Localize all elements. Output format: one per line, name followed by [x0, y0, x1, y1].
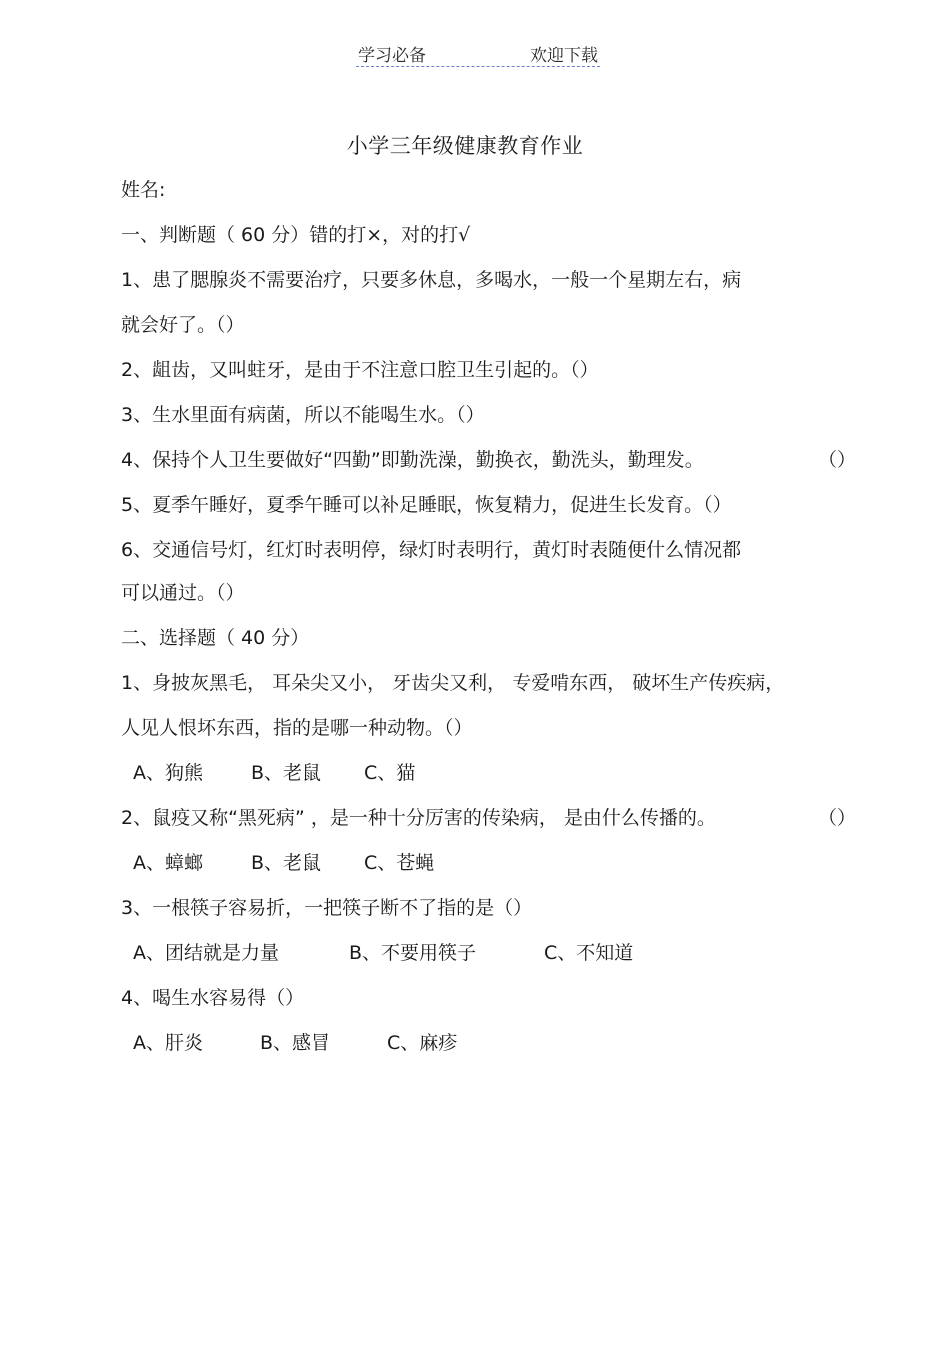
name-label: 姓名: — [121, 179, 166, 201]
s2-q3: 3、一根筷子容易折，一把筷子断不了指的是（） — [121, 897, 533, 919]
s1-q3: 3、生水里面有病菌，所以不能喝生水。（） — [121, 404, 485, 426]
s2-q4: 4、喝生水容易得（） — [121, 987, 305, 1009]
option-c: C、苍蝇 — [364, 852, 435, 874]
s2-q2: 2、鼠疫又称“黑死病” ，是一种十分厉害的传染病， 是由什么传播的。 — [121, 807, 716, 829]
s1-q1-line1: 1、患了腮腺炎不需要治疗，只要多休息，多喝水，一般一个星期左右，病 — [121, 269, 742, 291]
s1-q4: 4、保持个人卫生要做好“四勤”即勤洗澡，勤换衣，勤洗头，勤理发。 — [121, 449, 704, 471]
s2-q2-options — [133, 850, 434, 876]
s1-q6-line1: 6、交通信号灯，红灯时表明停，绿灯时表明行，黄灯时表随便什么情况都 — [121, 539, 742, 561]
section2-heading: 二、选择题（ 40 分） — [121, 627, 310, 649]
option-a: A、狗熊 — [133, 762, 203, 784]
s1-q6-line2: 可以通过。（） — [121, 582, 245, 604]
header-left-text: 学习必备 — [358, 46, 426, 66]
option-c: C、不知道 — [544, 942, 634, 964]
option-a: A、蟑螂 — [133, 852, 203, 874]
option-a: A、肝炎 — [133, 1032, 203, 1054]
option-b: B、感冒 — [260, 1032, 331, 1054]
s1-q5: 5、夏季午睡好，夏季午睡可以补足睡眠，恢复精力，促进生长发育。（） — [121, 494, 732, 516]
option-b: B、老鼠 — [251, 762, 322, 784]
s2-q1-line1: 1、身披灰黑毛， 耳朵尖又小， 牙齿尖又利， 专爱啃东西， 破坏生产传疾病， — [121, 672, 785, 694]
option-b: B、老鼠 — [251, 852, 322, 874]
page-header — [356, 40, 600, 67]
option-c: C、麻疹 — [387, 1032, 458, 1054]
option-c: C、猫 — [364, 762, 416, 784]
s1-q4-answer-paren: （） — [818, 449, 857, 471]
s1-q1-line2: 就会好了。（） — [121, 314, 245, 336]
section1-heading: 一、判断题（ 60 分）错的打×，对的打√ — [121, 224, 471, 246]
option-b: B、不要用筷子 — [349, 942, 477, 964]
s2-q2-answer-paren: （） — [818, 807, 857, 829]
s2-q1-options — [133, 760, 415, 786]
header-right-text: 欢迎下载 — [530, 46, 598, 66]
s2-q1-line2: 人见人恨坏东西，指的是哪一种动物。（） — [121, 717, 473, 739]
s2-q3-options — [133, 940, 633, 966]
option-a: A、团结就是力量 — [133, 942, 279, 964]
document-title: 小学三年级健康教育作业 — [346, 134, 584, 158]
s1-q2: 2、龃齿，又叫蛀牙，是由于不注意口腔卫生引起的。（） — [121, 359, 599, 381]
s2-q4-options — [133, 1030, 457, 1056]
